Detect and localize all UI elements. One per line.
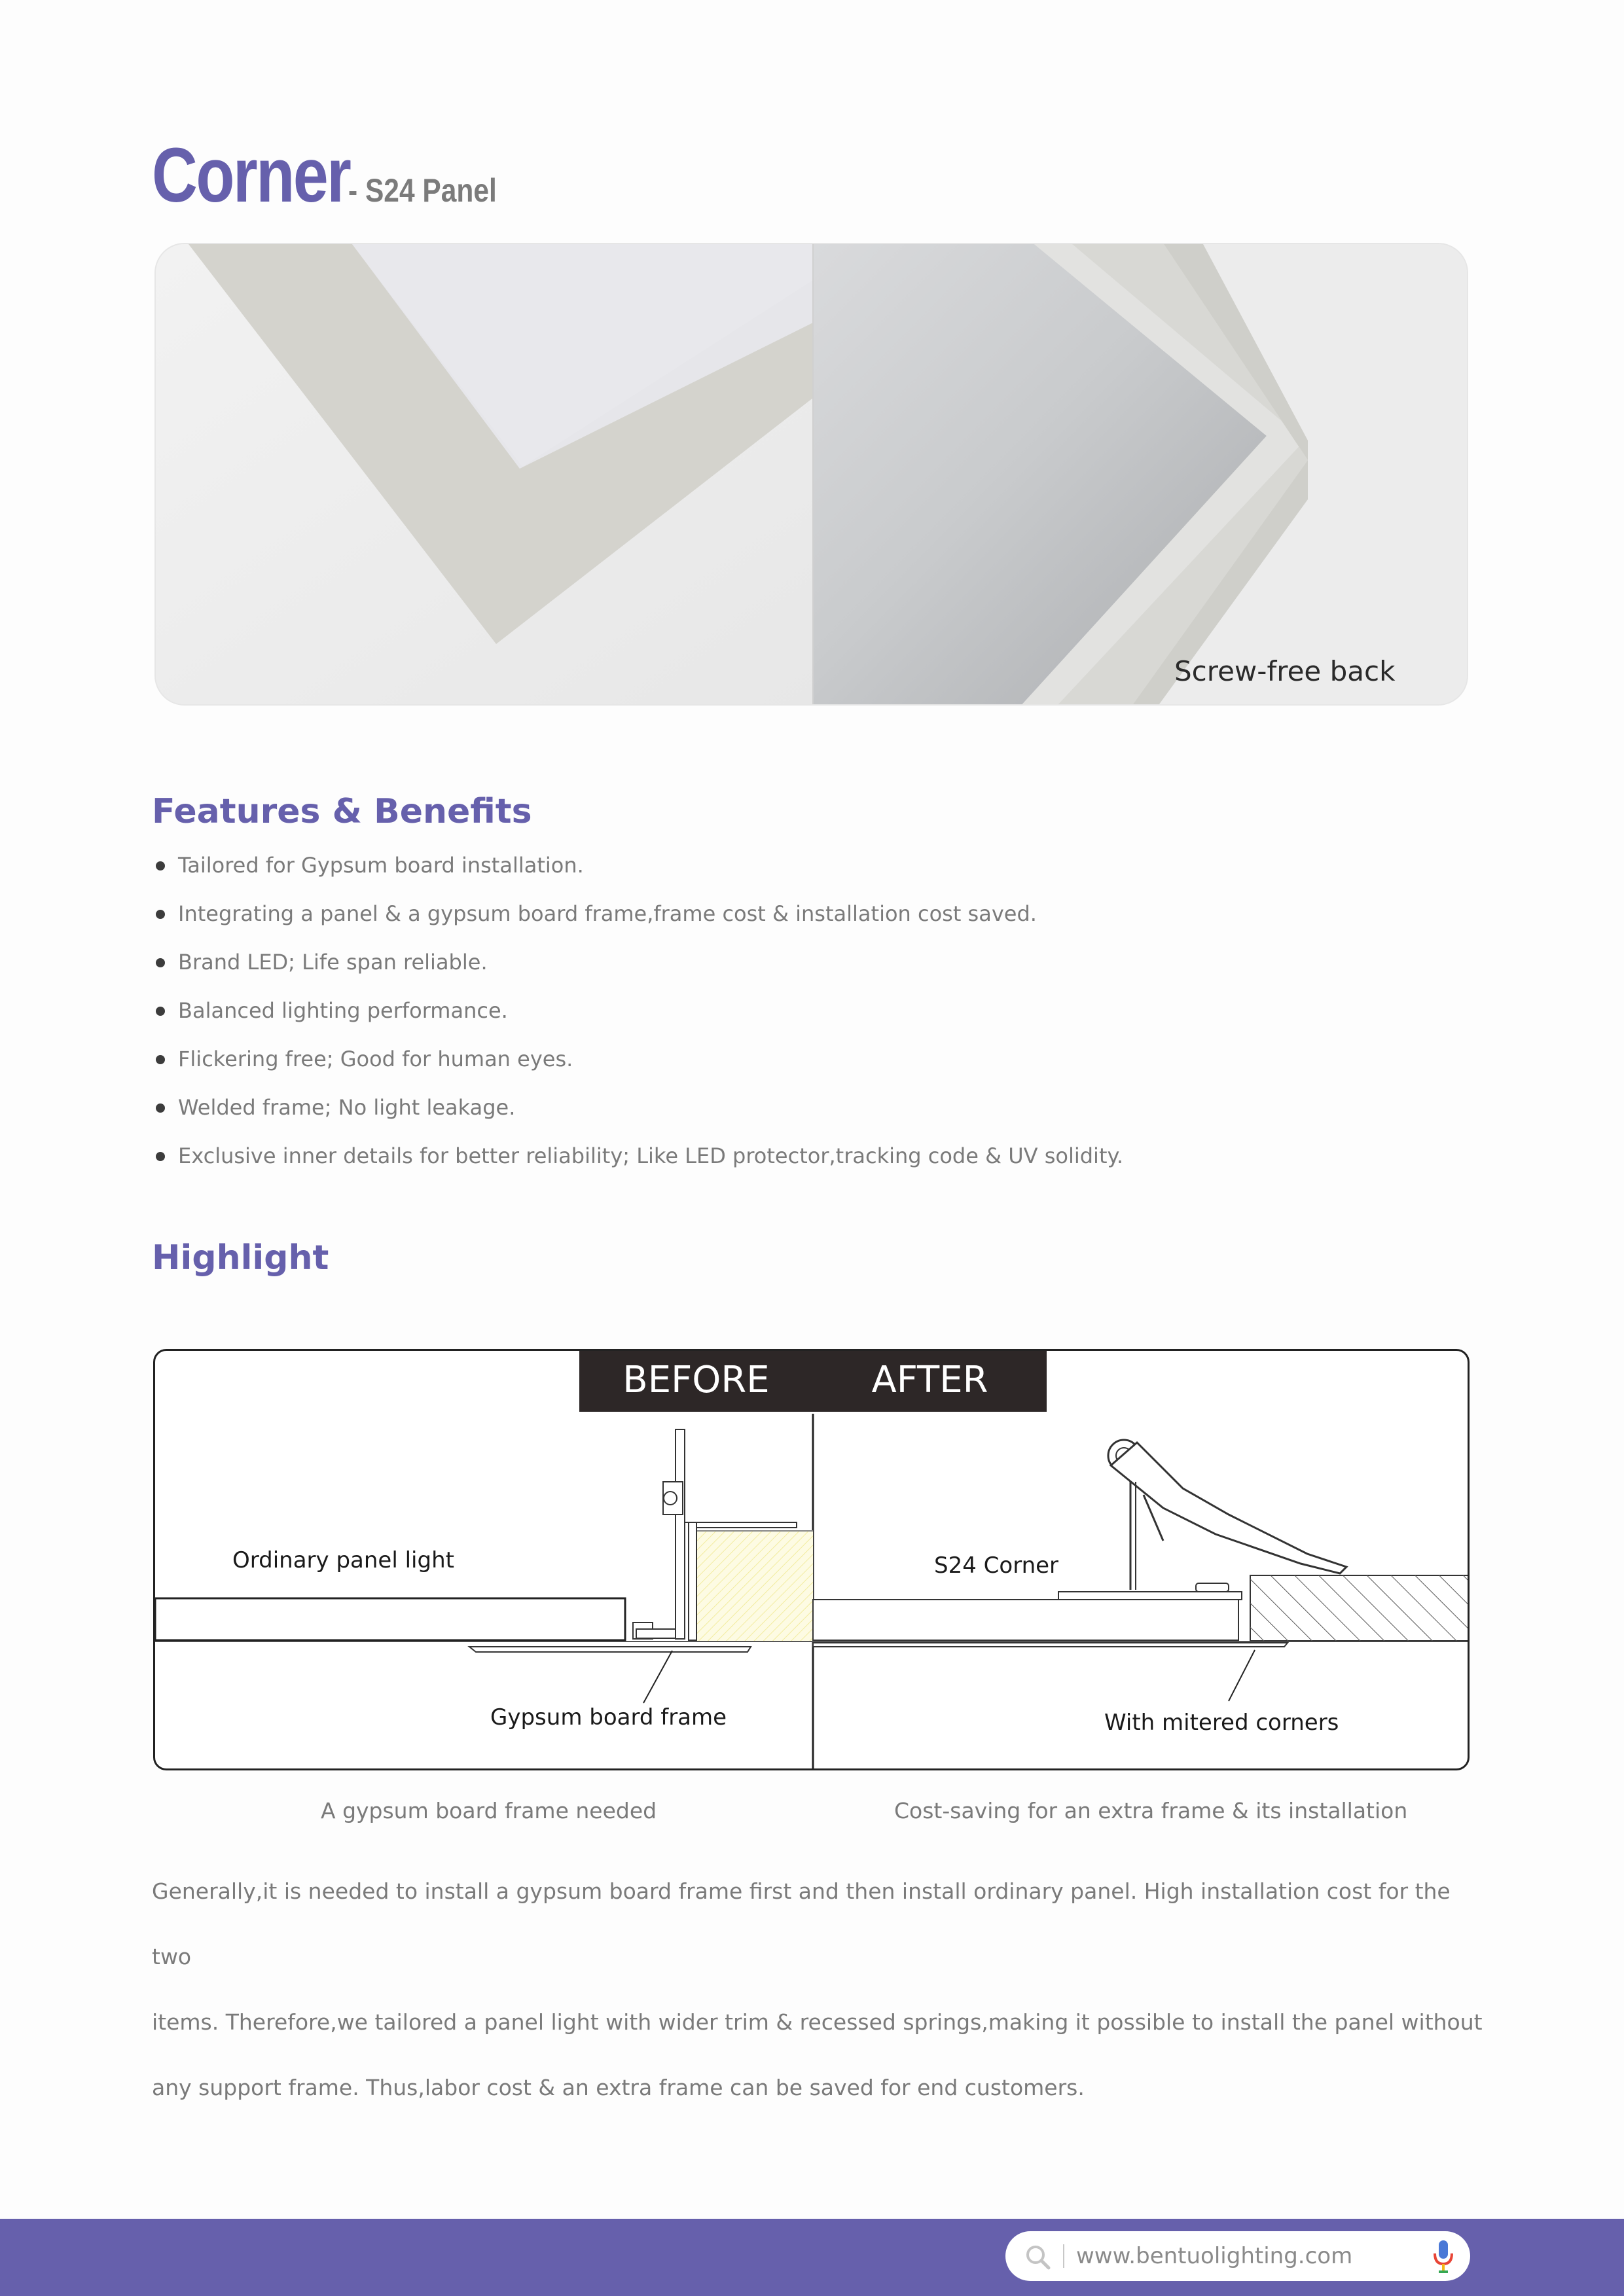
bullet — [156, 1007, 165, 1016]
list-item: Brand LED; Life span reliable. — [152, 938, 1461, 986]
product-photo — [154, 243, 1468, 706]
gypsum-frame-label: Gypsum board frame — [490, 1704, 727, 1731]
page-title — [152, 131, 497, 220]
url-search-box[interactable] — [1005, 2231, 1470, 2281]
description-line: items. Therefore,we tailored a panel light with wider trim & recessed springs,making it possible to install the panel without — [152, 2009, 1483, 2035]
product-photo-illustration — [156, 244, 1468, 706]
description-line: any support frame. Thus,labor cost & an extra frame can be saved for end customers. — [152, 2075, 1085, 2100]
list-item: Welded frame; No light leakage. — [152, 1083, 1461, 1132]
microphone-icon[interactable] — [1432, 2239, 1454, 2274]
title-main: Corner — [152, 132, 350, 219]
s24-corner-label: S24 Corner — [934, 1552, 1059, 1579]
tab-before: BEFORE — [579, 1349, 813, 1412]
hero-caption: Screw-free back — [1174, 655, 1396, 687]
before-after-diagram — [153, 1349, 1470, 1770]
list-item: Flickering free; Good for human eyes. — [152, 1035, 1461, 1083]
ordinary-panel-label: Ordinary panel light — [232, 1547, 454, 1573]
list-item: Integrating a panel & a gypsum board frame,frame cost & installation cost saved. — [152, 889, 1461, 938]
title-subtitle: - S24 Panel — [348, 172, 497, 209]
bullet — [156, 910, 165, 919]
tab-after: AFTER — [813, 1349, 1047, 1412]
before-caption: A gypsum board frame needed — [321, 1798, 657, 1823]
website-url[interactable]: www.bentuolighting.com — [1076, 2243, 1353, 2269]
mitered-corners-label: With mitered corners — [1104, 1710, 1339, 1736]
list-item: Tailored for Gypsum board installation. — [152, 841, 1461, 889]
list-item: Balanced lighting performance. — [152, 986, 1461, 1035]
bullet — [156, 1055, 165, 1064]
search-divider — [1063, 2244, 1064, 2268]
list-item: Exclusive inner details for better reliability; Like LED protector,tracking code & UV solidity. — [152, 1132, 1461, 1180]
description-line: Generally,it is needed to install a gypsum board frame first and then install ordinary panel. High installation cost for the two — [152, 1878, 1451, 1969]
features-list — [152, 841, 1461, 1180]
description-paragraph — [152, 1859, 1487, 2121]
bullet — [156, 861, 165, 870]
features-heading: Features & Benefits — [152, 792, 532, 831]
after-caption: Cost-saving for an extra frame & its installation — [894, 1798, 1408, 1823]
search-icon — [1024, 2243, 1053, 2272]
bullet — [156, 1152, 165, 1161]
bullet — [156, 1103, 165, 1113]
highlight-heading: Highlight — [152, 1238, 329, 1278]
bullet — [156, 958, 165, 967]
